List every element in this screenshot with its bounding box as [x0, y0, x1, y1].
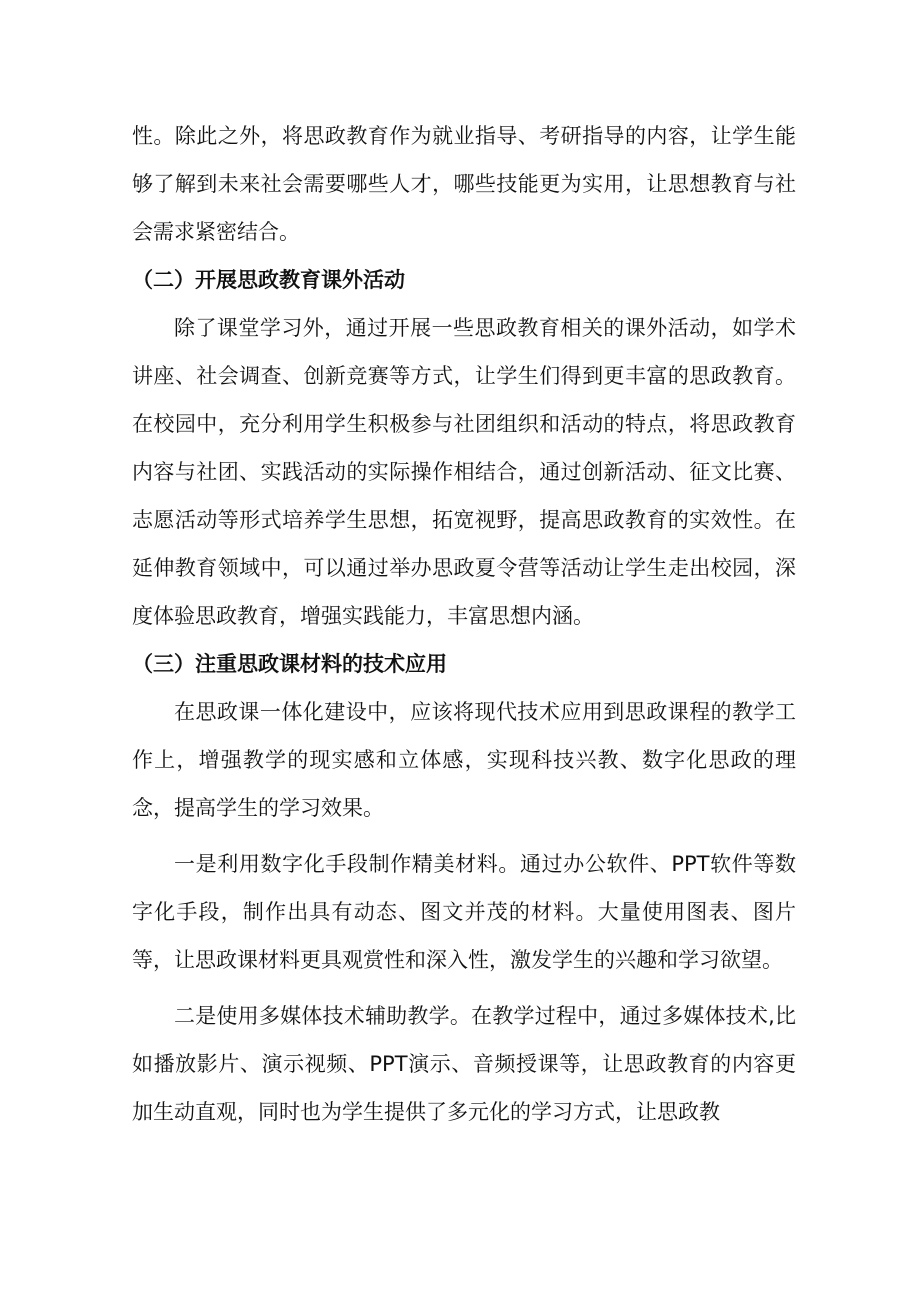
- paragraph-multimedia: 二是使用多媒体技术辅助教学。在教学过程中，通过多媒体技术,比如播放影片、演示视频、PPT演示、音频授课等，让思政教育的内容更加生动直观，同时也为学生提供了多元化的学习方式，让思政教: [132, 1004, 796, 1124]
- section-heading-2: （二）开展思政教育课外活动: [132, 268, 405, 292]
- paragraph-continuation: 性。除此之外，将思政教育作为就业指导、考研指导的内容，让学生能够了解到未来社会需要哪些人才，哪些技能更为实用，让思想教育与社会需求紧密结合。: [132, 124, 796, 244]
- section-heading-3: （三）注重思政课材料的技术应用: [132, 652, 447, 676]
- paragraph-digital-materials: 一是利用数字化手段制作精美材料。通过办公软件、PPT软件等数字化手段，制作出具有动态、图文并茂的材料。大量使用图表、图片等，让思政课材料更具观赏性和深入性，激发学生的兴趣和学习欲望。: [132, 852, 796, 972]
- paragraph-extracurricular: 除了课堂学习外，通过开展一些思政教育相关的课外活动，如学术讲座、社会调查、创新竞赛等方式，让学生们得到更丰富的思政教育。在校园中，充分利用学生积极参与社团组织和活动的特点，将思政教育内容与社团、实践活动的实际操作相结合，通过创新活动、征文比赛、志愿活动等形式培养学生思想，拓宽视野，提高思政教育的实效性。在延伸教育领域中，可以通过举办思政夏令营等活动让学生走出校园，深度体验思政教育，增强实践能力，丰富思想内涵。: [132, 316, 796, 628]
- document-body: [132, 112, 796, 1136]
- paragraph-technology: 在思政课一体化建设中，应该将现代技术应用到思政课程的教学工作上，增强教学的现实感和立体感，实现科技兴教、数字化思政的理念，提高学生的学习效果。: [132, 700, 796, 820]
